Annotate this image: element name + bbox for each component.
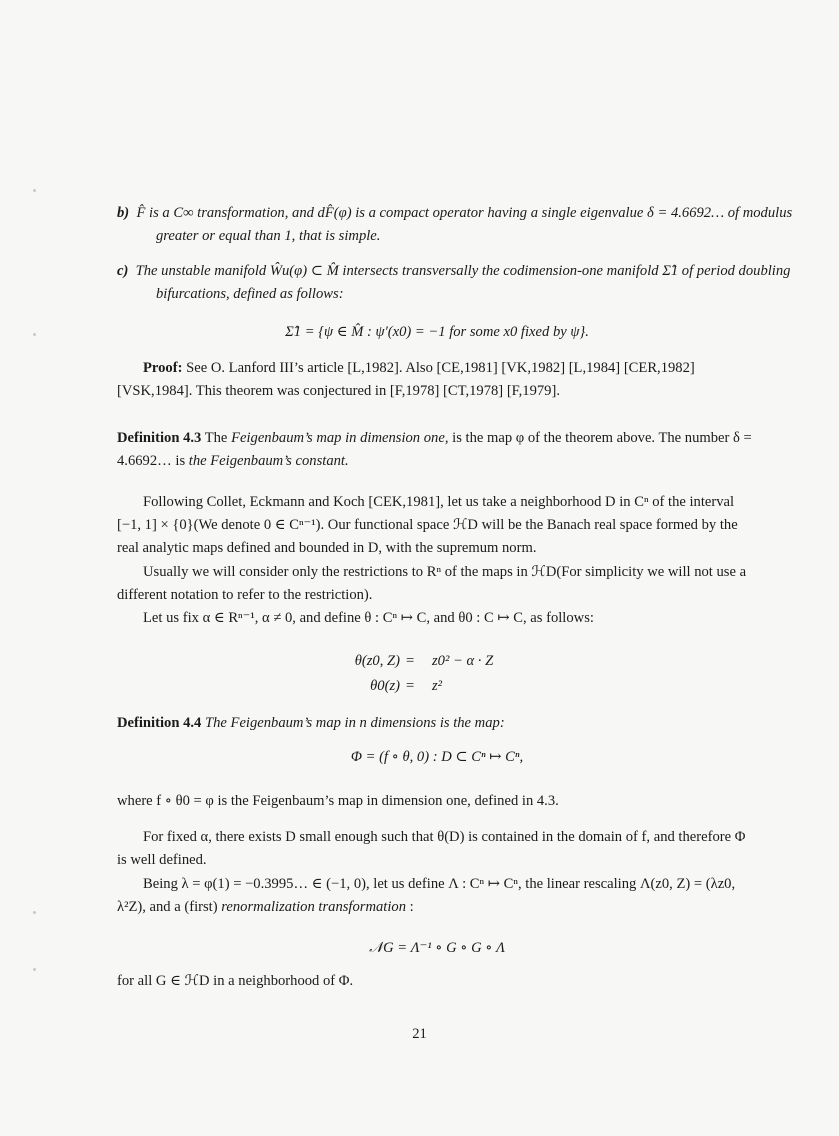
definition-text: The Feigenbaum’s map in n dimensions is the map: [204,715,505,731]
paragraph-collet: Following Collet, Eckmann and Koch [CEK,1981], let us take a neighborhood D in Cⁿ of the interval [−1, 1] × {0}(We denote 0 ∈ Cⁿ⁻¹). Our functional space ℋD will be the Banach real space formed by the real analytic maps defined and bounded in D, with the supremum norm. [117,494,738,556]
paragraph-restrictions: Usually we will consider only the restrictions to Rⁿ of the maps in ℋD(For simplicity we will not use a different notation to refer to the restriction). [117,564,747,603]
definition-4-3 [117,427,757,473]
definition-term: Feigenbaum’s map in dimension one, [231,430,449,446]
item-b [117,202,796,248]
equation-operator: = [406,653,415,669]
definition-text: is [175,453,186,469]
proof-text: See O. Lanford III’s article [L,1982]. Also [CE,1981] [VK,1982] [L,1984] [CER,1982] [VSK,1984]. This theorem was conjectured in [F,1978] [CT,1978] [F,1979]. [117,360,695,399]
paragraph-text: : [409,899,414,915]
sigma-equation: Σ̂1 = {ψ ∈ M̂ : ψ′(x0) = −1 for some x0 fixed by ψ}. [285,324,589,340]
item-label: b) [117,205,130,221]
item-text: F̂ is a C∞ transformation, and dF̂(φ) is a compact operator having a single eigenvalue δ = 4.6692… of modulus greater or equal than 1, that is simple. [136,205,793,244]
definition-term: the Feigenbaum’s constant. [188,453,349,469]
paragraph-theta: Let us fix α ∈ Rⁿ⁻¹, α ≠ 0, and define θ : Cⁿ ↦ C, and θ0 : C ↦ C, as follows: [143,610,594,626]
equation-operator: = [406,678,415,694]
paper-speck [33,911,36,914]
paper-speck [33,333,36,336]
paragraph-lambda [117,873,757,919]
equation-lhs: θ(z0, Z) [354,653,400,669]
paper-speck [33,968,36,971]
equation-lhs: θ0(z) [370,678,400,694]
equation-theta [300,650,540,672]
definition-label: Definition 4.4 [117,715,202,731]
proof-label: Proof: [143,360,183,376]
paragraph-where: where f ∘ θ0 = φ is the Feigenbaum’s map in dimension one, defined in 4.3. [117,793,559,809]
paper-speck [33,189,36,192]
proof-paragraph [117,357,757,403]
equation-rhs: z² [432,678,443,694]
definition-4-4 [117,712,757,735]
renormalization-equation: 𝒩G = Λ⁻¹ ∘ G ∘ G ∘ Λ [369,940,505,956]
equation-theta0 [300,675,540,697]
equation-rhs: z0² − α · Z [432,653,494,669]
definition-text: The [204,430,228,446]
definition-label: Definition 4.3 [117,430,202,446]
paragraph-fixed-alpha: For fixed α, there exists D small enough such that θ(D) is contained in the domain of f, and therefore Φ is well defined. [117,829,746,868]
definition-text: is the map φ of the theorem above. The number δ = 4.6692… [117,430,752,469]
item-label: c) [117,263,129,279]
paragraph-text: Being λ = φ(1) = −0.3995… ∈ (−1, 0), let us define Λ : Cⁿ ↦ Cⁿ, the linear rescaling Λ(z0, Z) = (λz0, λ²Z), and a (first) [117,876,736,915]
paragraph-closing: for all G ∈ ℋD in a neighborhood of Φ. [117,973,354,989]
item-c [117,260,796,306]
page-number: 21 [412,1026,427,1042]
item-text: The unstable manifold Ŵu(φ) ⊂ M̂ intersects transversally the codimension-one manifold Σ̂1 of period doubling bifurcations, defined as follows: [135,263,791,302]
renormalization-term: renormalization transformation [221,899,407,915]
phi-equation: Φ = (f ∘ θ, 0) : D ⊂ Cⁿ ↦ Cⁿ, [350,749,524,765]
